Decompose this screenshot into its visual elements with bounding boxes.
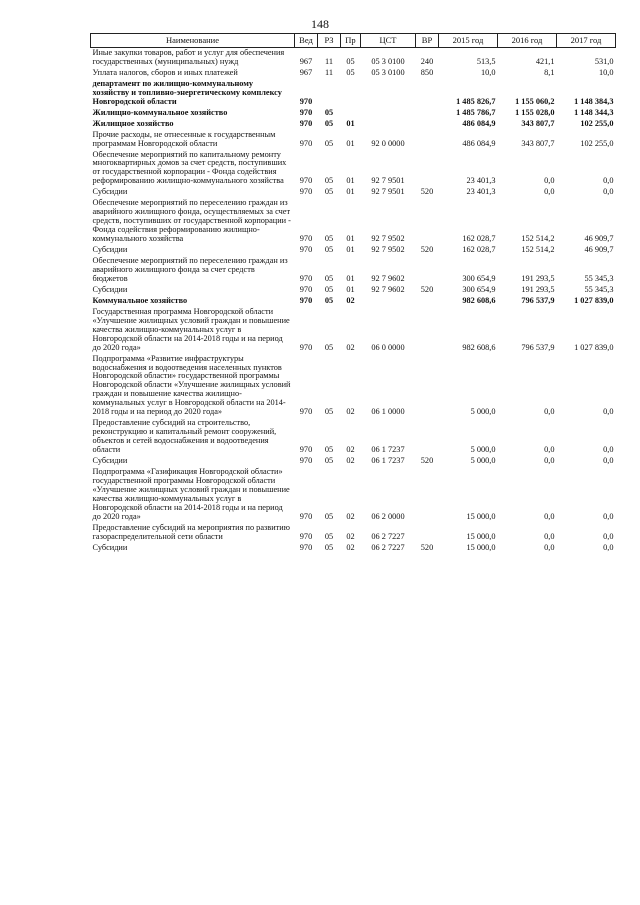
cell-name: Жилищно-коммунальное хозяйство [92,107,228,117]
cell-name: Иные закупки товаров, работ и услуг для обеспечения государственных (муниципальных) нужд [92,48,285,66]
cell-2015: 982 608,6 [462,295,496,305]
cell-2015: 15 000,0 [466,542,496,552]
cell-2017: 1 027 839,0 [574,342,614,352]
cell-ved: 970 [299,342,313,352]
cell-pr: 02 [346,456,355,466]
cell-2017: 55 345,3 [584,284,614,294]
cell-pr: 05 [346,56,355,66]
cell-ved: 970 [299,456,313,466]
table-row [91,119,616,130]
cell-ved: 970 [299,407,313,417]
table-row [91,150,616,188]
cell-cst: 05 3 0100 [371,67,405,77]
cell-pr: 01 [346,176,355,186]
header-2015: 2015 год [439,34,498,48]
cell-vr [416,108,439,119]
header-cst: ЦСТ [361,34,416,48]
cell-rz: 05 [324,342,334,352]
table-row [91,198,616,245]
table-row [91,285,616,296]
cell-2016: 8,1 [544,67,555,77]
cell-rz: 05 [324,176,334,186]
budget-table [90,33,616,554]
table-row [91,456,616,467]
cell-pr: 01 [346,118,355,128]
cell-2017: 0,0 [603,407,614,417]
cell-2017: 1 027 839,0 [574,295,614,305]
cell-name: Обеспечение мероприятий по капитальному ремонту многоквартирных домов за счет средств, поступивших от государственной корпорации - Фонда содействия реформированию жилищно-коммунального хозяйства [92,149,287,186]
cell-2015: 5 000,0 [470,407,496,417]
cell-vr [416,119,439,130]
cell-2015: 23 401,3 [466,187,496,197]
header-ved: Вед [295,34,318,48]
cell-cst [361,119,416,130]
cell-2017: 10,0 [598,67,614,77]
cell-rz: 05 [324,273,334,283]
cell-2017: 0,0 [603,445,614,455]
cell-2015: 162 028,7 [462,245,496,255]
cell-ved: 970 [299,531,313,541]
cell-name: Подпрограмма «Развитие инфраструктуры водоснабжения и водоотведения населенных пунктов Новгородской области» государственной программы Новгородской области «Улучшение жилищных условий граждан и повышение качества жилищно-коммунальных услуг в Новгородской области на 2014-2018 годы и на период до 2020 года» [92,353,291,417]
cell-cst [361,79,416,108]
table-row [91,523,616,543]
cell-vr: 240 [420,56,434,66]
cell-name: Жилищное хозяйство [92,118,174,128]
table-row [91,48,616,68]
cell-cst: 06 1 7237 [371,445,405,455]
cell-rz: 05 [324,407,334,417]
cell-rz: 05 [324,284,334,294]
cell-name: Предоставление субсидий на мероприятия по развитию газораспределительной сети области [92,522,290,541]
cell-ved: 970 [299,295,313,305]
cell-cst: 05 3 0100 [371,56,405,66]
cell-2015: 300 654,9 [462,284,496,294]
cell-vr [416,354,439,419]
cell-2017: 1 148 344,3 [574,107,614,117]
cell-2016: 152 514,2 [521,234,555,244]
cell-cst: 92 7 9501 [371,187,405,197]
cell-2015: 5 000,0 [470,456,496,466]
cell-pr: 02 [346,531,355,541]
table-row [91,418,616,456]
cell-2017: 0,0 [603,187,614,197]
cell-name: Коммунальное хозяйство [92,295,188,305]
cell-vr [416,256,439,285]
cell-2017: 0,0 [603,531,614,541]
cell-cst: 06 2 0000 [371,511,405,521]
cell-2016: 421,1 [535,56,555,66]
cell-vr [416,418,439,456]
table-row [91,68,616,79]
cell-name: Государственная программа Новгородской области «Улучшение жилищных условий граждан и повышение качества жилищно-коммунальных услуг в Новгородской области на 2014-2018 годы и на период до 2020 года» [92,306,290,352]
cell-rz: 05 [324,118,334,128]
cell-vr [416,467,439,523]
cell-2017: 0,0 [603,176,614,186]
cell-name: Субсидии [92,245,128,255]
cell-cst: 92 7 9502 [371,245,405,255]
cell-ved: 970 [299,445,313,455]
table-row [91,187,616,198]
cell-cst [361,108,416,119]
cell-2017: 46 909,7 [584,245,614,255]
cell-name: Прочие расходы, не отнесенные к государственным программам Новгородской области [92,129,276,148]
cell-vr [416,150,439,188]
cell-pr: 01 [346,273,355,283]
cell-2016: 1 155 060,2 [515,96,555,106]
table-row [91,467,616,523]
cell-rz: 11 [325,56,333,66]
cell-pr: 01 [346,234,355,244]
cell-vr: 520 [420,456,434,466]
cell-rz: 05 [324,445,334,455]
cell-name: Обеспечение мероприятий по переселению граждан из аварийного жилищного фонда, осуществляемых за счет средств, поступивших от государственной корпорации - Фонда содействия реформированию жилищно-коммунального хозяйства [92,198,291,244]
cell-2016: 0,0 [544,445,555,455]
cell-cst: 92 7 9502 [371,234,405,244]
cell-pr: 02 [346,445,355,455]
cell-ved: 970 [299,96,313,106]
header-pr: Пр [341,34,361,48]
cell-2016: 343 807,7 [521,118,555,128]
cell-name: Субсидии [92,284,128,294]
cell-2016: 191 293,5 [521,273,555,283]
table-row [91,108,616,119]
cell-rz: 05 [324,107,334,117]
header-2017: 2017 год [557,34,616,48]
cell-ved: 967 [299,67,313,77]
cell-vr: 520 [420,187,434,197]
cell-2015: 23 401,3 [466,176,496,186]
cell-name: Уплата налогов, сборов и иных платежей [92,67,238,77]
cell-cst: 06 1 7237 [371,456,405,466]
cell-cst [361,296,416,307]
cell-2015: 15 000,0 [466,531,496,541]
cell-cst: 06 2 7227 [371,542,405,552]
table-row [91,307,616,354]
table-header [91,34,616,48]
cell-2015: 486 084,9 [462,138,496,148]
table-row [91,245,616,256]
cell-2017: 102 255,0 [580,138,614,148]
cell-ved: 970 [299,234,313,244]
cell-rz: 05 [324,295,334,305]
cell-ved: 970 [299,176,313,186]
cell-vr [416,307,439,354]
cell-pr: 02 [346,511,355,521]
cell-name: департамент по жилищно-коммунальному хозяйству и топливно-энергетическому комплексу Новгородской области [92,78,282,106]
cell-2016: 0,0 [544,176,555,186]
cell-ved: 970 [299,273,313,283]
cell-cst: 06 0 0000 [371,342,405,352]
cell-rz: 05 [324,234,334,244]
table-row [91,543,616,554]
cell-pr: 05 [346,67,355,77]
cell-vr [416,130,439,150]
cell-rz: 11 [325,67,333,77]
table-row [91,256,616,285]
cell-2017: 1 148 384,3 [574,96,614,106]
cell-2017: 46 909,7 [584,234,614,244]
table-row [91,354,616,419]
cell-rz: 05 [324,531,334,541]
cell-rz: 05 [324,245,334,255]
cell-name: Субсидии [92,456,128,466]
header-name: Наименование [91,34,295,48]
cell-cst: 92 7 9501 [371,176,405,186]
cell-vr: 520 [420,284,434,294]
cell-2015: 486 084,9 [462,118,496,128]
cell-ved: 970 [299,138,313,148]
cell-pr: 02 [346,342,355,352]
cell-ved: 970 [299,187,313,197]
cell-vr: 850 [420,67,434,77]
cell-rz: 05 [324,456,334,466]
cell-rz: 05 [324,511,334,521]
cell-pr: 02 [346,407,355,417]
cell-name: Субсидии [92,542,128,552]
cell-2017: 0,0 [603,456,614,466]
cell-2016: 343 807,7 [521,138,555,148]
cell-2015: 5 000,0 [470,445,496,455]
cell-2015: 1 485 826,7 [456,96,496,106]
cell-2017: 531,0 [594,56,614,66]
cell-name: Предоставление субсидий на строительство, реконструкцию и капитальный ремонт сооружений, объектов и сетей водоснабжения и водоотведения области [92,418,277,455]
cell-pr [341,79,361,108]
cell-vr [416,523,439,543]
cell-vr: 520 [420,245,434,255]
cell-2015: 10,0 [480,67,496,77]
table-row [91,79,616,108]
cell-ved: 970 [299,511,313,521]
cell-ved: 970 [299,107,313,117]
cell-2016: 0,0 [544,187,555,197]
cell-2016: 191 293,5 [521,284,555,294]
cell-2016: 152 514,2 [521,245,555,255]
cell-ved: 967 [299,56,313,66]
cell-ved: 970 [299,542,313,552]
header-row [91,34,616,48]
cell-2015: 1 485 786,7 [456,107,496,117]
cell-cst: 06 1 0000 [371,407,405,417]
cell-2016: 0,0 [544,531,555,541]
cell-vr: 520 [420,542,434,552]
cell-vr [416,79,439,108]
cell-rz: 05 [324,138,334,148]
cell-cst: 06 2 7227 [371,531,405,541]
cell-cst: 92 7 9602 [371,273,405,283]
cell-name: Подпрограмма «Газификация Новгородской области» государственной программы Новгородской области «Улучшение жилищных условий граждан и повышение качества жилищно-коммунальных услуг в Новгородской области на 2014-2018 годы и на период до 2020 года» [92,466,290,521]
cell-2015: 300 654,9 [462,273,496,283]
table-body [91,48,616,554]
cell-ved: 970 [299,118,313,128]
cell-name: Обеспечение мероприятий по переселению граждан из аварийного жилищного фонда за счет средств бюджетов [92,256,288,283]
cell-pr: 02 [346,542,355,552]
page-number: 148 [311,17,329,31]
table-row [91,130,616,150]
cell-2016: 0,0 [544,542,555,552]
cell-pr: 01 [346,187,355,197]
cell-cst: 92 0 0000 [371,138,405,148]
cell-pr [341,108,361,119]
header-vr: ВР [416,34,439,48]
cell-ved: 970 [299,284,313,294]
table-row [91,296,616,307]
cell-pr: 01 [346,245,355,255]
cell-2016: 796 537,9 [521,295,555,305]
cell-ved: 970 [299,245,313,255]
cell-2016: 0,0 [544,407,555,417]
cell-2017: 55 345,3 [584,273,614,283]
cell-2016: 796 537,9 [521,342,555,352]
cell-2016: 1 155 028,0 [515,107,555,117]
cell-vr [416,296,439,307]
header-rz: РЗ [318,34,341,48]
cell-2015: 162 028,7 [462,234,496,244]
cell-rz: 05 [324,542,334,552]
cell-2017: 0,0 [603,542,614,552]
cell-pr: 02 [346,295,355,305]
header-2016: 2016 год [498,34,557,48]
cell-2016: 0,0 [544,456,555,466]
cell-2017: 0,0 [603,511,614,521]
cell-2017: 102 255,0 [580,118,614,128]
cell-2015: 513,5 [476,56,496,66]
cell-rz: 05 [324,187,334,197]
cell-2015: 982 608,6 [462,342,496,352]
cell-2015: 15 000,0 [466,511,496,521]
cell-name: Субсидии [92,187,128,197]
cell-vr [416,198,439,245]
cell-cst: 92 7 9602 [371,284,405,294]
cell-pr: 01 [346,138,355,148]
cell-2016: 0,0 [544,511,555,521]
cell-rz [318,79,341,108]
cell-pr: 01 [346,284,355,294]
